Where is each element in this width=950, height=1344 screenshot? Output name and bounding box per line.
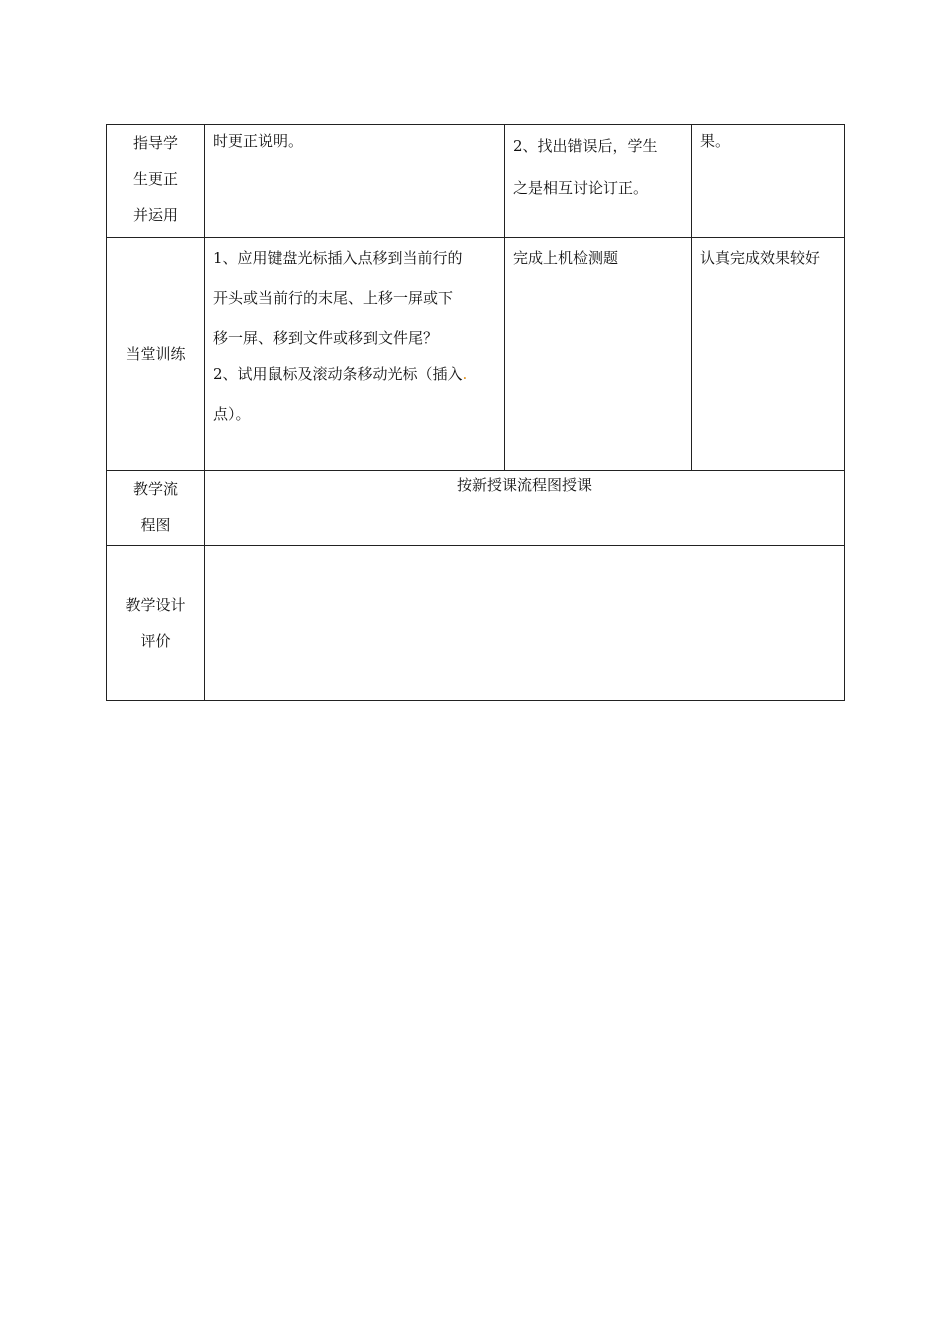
row-label-flowchart [107, 471, 205, 546]
label-line: 并运用 [132, 206, 178, 224]
row-label-practice [107, 238, 205, 471]
cell-text-line: 1、应用键盘光标插入点移到当前行的 [213, 249, 463, 267]
cell-text-line: 按新授课流程图授课 [456, 476, 592, 494]
cell-text-line: 认真完成效果较好 [700, 249, 821, 267]
orange-dot-mark: . [462, 365, 468, 383]
cell-text: 2、试用鼠标及滚动条移动光标（插入 [213, 365, 463, 383]
cell-text-line: 点）。 [213, 405, 251, 423]
cell-text-line: 之是相互讨论订正。 [513, 179, 649, 197]
teacher-activity-cell [205, 238, 505, 471]
student-activity-cell [505, 238, 692, 471]
label-line: 指导学 [132, 134, 178, 152]
cell-text-line: 果。 [700, 132, 731, 150]
label-line: 教学设计 [125, 596, 186, 614]
label-line: 当堂训练 [125, 344, 186, 363]
effect-cell [692, 125, 845, 238]
row-label-evaluation [107, 546, 205, 701]
cell-text-line: 开头或当前行的末尾、上移一屏或下 [213, 289, 454, 307]
cell-text-line: 2、找出错误后，学生 [513, 137, 658, 155]
student-activity-cell [505, 125, 692, 238]
label-line: 评价 [140, 632, 171, 650]
label-line: 生更正 [132, 170, 178, 188]
cell-text-line: 移一屏、移到文件或移到文件尾？ [213, 329, 439, 347]
label-line: 教学流 [132, 480, 178, 498]
cell-text-line: 完成上机检测题 [513, 249, 619, 267]
lesson-plan-table [106, 124, 845, 701]
table-row-flowchart [107, 471, 845, 546]
table-row-evaluation [107, 546, 845, 701]
evaluation-content-cell [205, 546, 845, 701]
label-line: 程图 [140, 516, 171, 534]
teacher-activity-cell [205, 125, 505, 238]
flowchart-content-cell [205, 471, 845, 546]
cell-text-line: 时更正说明。 [213, 132, 304, 150]
cell-text-line [213, 354, 498, 394]
row-label-guidance [107, 125, 205, 238]
effect-cell [692, 238, 845, 471]
table-row-practice [107, 238, 845, 471]
table-row-guidance [107, 125, 845, 238]
